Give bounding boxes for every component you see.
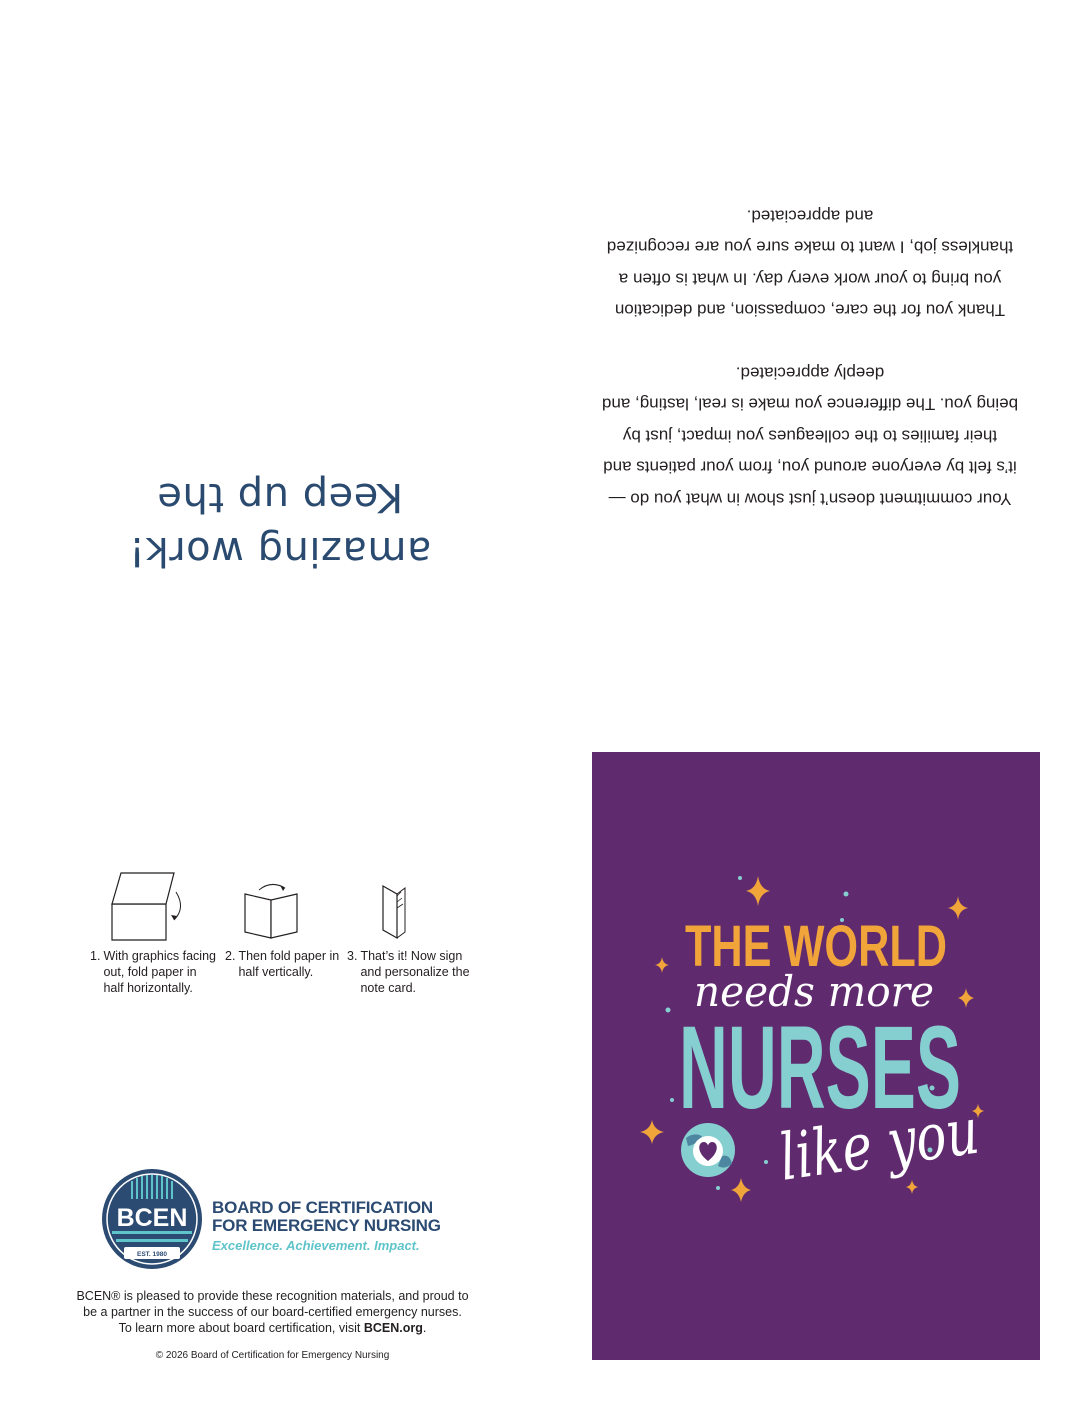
closed-card-icon: [347, 868, 477, 948]
card-cover: [592, 752, 1040, 1360]
message-paragraph-2: Your commitment doesn’t just show in what you do — it’s felt by everyone around you, from your patients and their families to the colleagues you impact, just by being you. The difference you make is real, lasting, and deeply appreciated.: [601, 363, 1019, 509]
instruction-step-3: 3. That’s it! Now sign and personalize the note card.: [347, 868, 477, 996]
bcen-logo: [102, 1169, 462, 1269]
cover-line-4: like you: [774, 1087, 1037, 1196]
org-name-line-2: FOR EMERGENCY NURSING: [212, 1216, 441, 1235]
bcen-wordmark: [212, 1199, 441, 1253]
bcen-seal: [102, 1169, 202, 1269]
cover-line-1: THE WORLD: [685, 914, 947, 979]
inner-title-line-2: amazing work!: [128, 528, 432, 574]
bcen-link[interactable]: BCEN.org: [363, 1321, 423, 1335]
open-book-icon: [225, 868, 355, 948]
instruction-step-1: 1. With graphics facing out, fold paper in half horizontally.: [90, 868, 220, 996]
inner-title: [90, 470, 470, 578]
message-paragraph-1: Thank you for the care, compassion, and dedication you bring to your work every day. In what is often a thankless job, I want to make sure you are recognized and appreciated.: [606, 206, 1014, 320]
bcen-abbr: BCEN: [116, 1204, 188, 1232]
footer-note: BCEN® is pleased to provide these recognition materials, and proud to be a partner in the success of our board-certified emergency nurses. To learn more about board certification, visit BCEN.org.: [76, 1289, 469, 1335]
inner-message: [600, 200, 1020, 515]
instruction-step-2: 2. Then fold paper in half vertically.: [225, 868, 355, 980]
org-name-line-1: BOARD OF CERTIFICATION: [212, 1198, 433, 1217]
cover-artwork: [592, 752, 1040, 1360]
copyright: © 2026 Board of Certification for Emergency Nursing: [155, 1350, 390, 1361]
cover-line-3: NURSES: [679, 1002, 961, 1134]
bcen-est: EST. 1980: [137, 1251, 167, 1258]
cover-line-2: needs more: [694, 967, 934, 1016]
tagline: Excellence. Achievement. Impact.: [212, 1238, 420, 1253]
folded-paper-icon: [90, 868, 220, 948]
inner-title-line-1: Keep up the: [156, 474, 404, 520]
